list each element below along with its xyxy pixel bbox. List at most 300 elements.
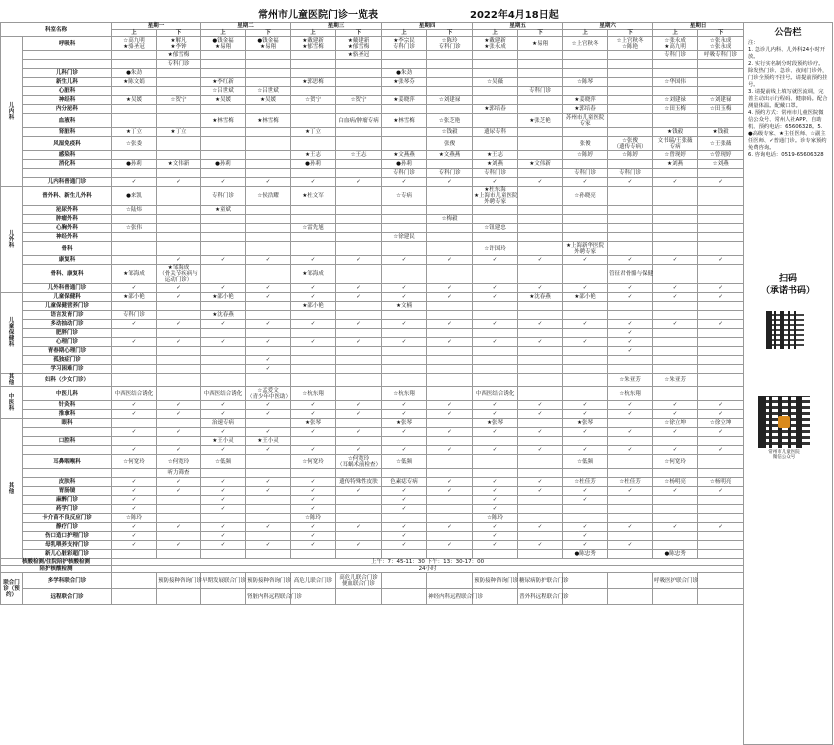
schedule-cell [563,387,608,401]
schedule-cell [427,419,473,428]
schedule-cell [563,233,608,242]
schedule-cell: ✓ [112,532,157,541]
schedule-cell [336,437,382,446]
schedule-cell [653,206,698,215]
schedule-cell: ✓ [518,478,563,487]
schedule-cell [698,224,744,233]
schedule-cell: ☆梅毅 [427,215,473,224]
schedule-cell [291,469,336,478]
schedule-cell [608,128,653,137]
schedule-cell: ☆吴薇 [473,78,518,87]
table-row [1,242,744,256]
schedule-cell [112,105,157,114]
schedule-cell [112,233,157,242]
schedule-cell [653,265,698,284]
schedule-cell [653,215,698,224]
schedule-cell: 文书瑞/王张薇 专病 [653,137,698,151]
schedule-cell: ✓ [608,320,653,329]
schedule-cell [382,215,427,224]
schedule-cell [473,206,518,215]
schedule-cell: ✓ [473,541,518,550]
schedule-cell [518,387,563,401]
schedule-cell [336,105,382,114]
schedule-cell: ☆徐建民 [382,233,427,242]
schedule-cell: ☆陈玲 [291,514,336,523]
schedule-cell [563,87,608,96]
schedule-cell [473,347,518,356]
schedule-cell: ★王小灵 [246,437,291,446]
dept-name: 神经科 [23,96,112,105]
schedule-cell [291,87,336,96]
schedule-cell: ☆田玉梅 [653,105,698,114]
schedule-cell [608,206,653,215]
schedule-cell [563,265,608,284]
schedule-cell: ✓ [473,293,518,302]
dept-name: 呼吸科 [23,37,112,51]
table-row [1,128,744,137]
schedule-cell: 专科门诊 [518,87,563,96]
schedule-cell [246,532,291,541]
schedule-cell: ✓ [518,410,563,419]
schedule-cell [112,419,157,428]
schedule-cell: ✓ [382,256,427,265]
schedule-cell: ✓ [336,178,382,187]
schedule-cell [246,302,291,311]
schedule-cell: ✓ [201,523,246,532]
schedule-cell: ☆杭东翔 [291,387,336,401]
schedule-cell [473,437,518,446]
schedule-cell [201,137,246,151]
schedule-cell: ●陈忠秀 [563,550,608,559]
schedule-cell: ✓ [382,284,427,293]
dept-name [23,60,112,69]
schedule-cell: 专科门诊 [427,169,473,178]
schedule-cell [518,69,563,78]
schedule-cell: ✓ [336,410,382,419]
schedule-cell [518,311,563,320]
schedule-cell: ☆杭东翔 [608,387,653,401]
schedule-cell [473,60,518,69]
schedule-cell: ✓ [518,320,563,329]
schedule-cell: ☆张芝艳 [427,114,473,128]
schedule-cell [427,347,473,356]
schedule-cell [157,419,201,428]
schedule-cell [382,589,427,605]
schedule-cell: ★钱毅 [653,128,698,137]
schedule-cell: ●孙莉 [291,160,336,169]
schedule-cell [427,532,473,541]
schedule-cell: ☆吕世斌 [201,87,246,96]
schedule-cell [653,233,698,242]
dept-name: 儿内科普通门诊 [23,178,112,187]
table-row [1,206,744,215]
schedule-cell [382,60,427,69]
table-row [1,514,744,523]
schedule-cell [112,60,157,69]
schedule-cell [473,469,518,478]
schedule-cell [291,437,336,446]
schedule-cell: ✓ [427,428,473,437]
schedule-cell: ✓ [427,178,473,187]
schedule-cell [653,60,698,69]
schedule-cell: ✓ [246,293,291,302]
table-row [1,550,744,559]
schedule-cell [246,242,291,256]
schedule-cell: ☆低频 [563,455,608,469]
schedule-cell: 白血病/肿瘤专病 [336,114,382,128]
schedule-cell [246,550,291,559]
schedule-cell: ✓ [157,410,201,419]
schedule-cell [518,51,563,60]
schedule-cell [201,347,246,356]
schedule-cell: ★丁立 [291,128,336,137]
schedule-cell [563,356,608,365]
schedule-cell: ✓ [473,338,518,347]
schedule-cell: ●钱金福 ★易翔 [246,37,291,51]
schedule-cell [157,78,201,87]
schedule-cell [427,374,473,387]
schedule-cell: ✓ [382,178,427,187]
schedule-cell [698,311,744,320]
table-row [1,523,744,532]
schedule-cell: ✓ [157,523,201,532]
schedule-cell: ✓ [698,401,744,410]
group-pediatrics: 儿 内 科 [1,37,23,187]
schedule-cell: ✓ [518,256,563,265]
schedule-cell [608,60,653,69]
schedule-cell [291,374,336,387]
schedule-cell [608,215,653,224]
schedule-cell [653,356,698,365]
table-row [1,105,744,114]
schedule-cell: ✓ [698,446,744,455]
schedule-cell: ✓ [112,428,157,437]
dept-name: 消化科 [23,160,112,169]
schedule-cell: ✓ [608,293,653,302]
table-row [1,311,744,320]
schedule-cell: ●朱劲 [382,69,427,78]
schedule-cell [427,356,473,365]
schedule-cell [427,365,473,374]
notice-title: 公告栏 [774,28,802,38]
schedule-cell [246,265,291,284]
schedule-cell [518,496,563,505]
schedule-cell [608,419,653,428]
schedule-cell [563,60,608,69]
schedule-cell [112,169,157,178]
dept-name: 语言发育门诊 [23,311,112,320]
dept-name: 血液科 [23,114,112,128]
notice-notes [744,38,832,161]
schedule-cell [518,151,563,160]
schedule-cell [157,302,201,311]
schedule-cell: ✓ [291,410,336,419]
schedule-cell [246,105,291,114]
schedule-cell: ✓ [563,320,608,329]
schedule-cell [563,514,608,523]
schedule-cell: 早期发展联合门诊 [201,573,246,589]
schedule-cell [336,215,382,224]
schedule-cell [518,419,563,428]
schedule-cell: ☆曾现婷 [698,151,744,160]
schedule-cell: ✓ [427,293,473,302]
schedule-cell [653,87,698,96]
schedule-cell: ✓ [698,428,744,437]
schedule-cell: ✓ [157,541,201,550]
schedule-cell: ★解凡 ★李钟 [157,37,201,51]
schedule-cell: ✓ [246,356,291,365]
schedule-cell [608,242,653,256]
table-row [1,374,744,387]
schedule-cell [336,532,382,541]
schedule-cell [291,60,336,69]
schedule-cell [427,329,473,338]
schedule-cell [246,206,291,215]
schedule-cell: ★李宗民 专科门诊 [382,37,427,51]
schedule-cell [336,187,382,206]
schedule-cell [518,242,563,256]
joint-mdt: 多学科联合门诊 [23,573,112,589]
schedule-cell [518,105,563,114]
dept-name: 针灸科 [23,401,112,410]
schedule-cell [157,387,201,401]
schedule-cell [698,338,744,347]
schedule-cell [246,469,291,478]
table-row [1,455,744,469]
schedule-cell [112,242,157,256]
schedule-cell: 色素痣专病 [382,478,427,487]
schedule-cell [336,233,382,242]
table-row [1,284,744,293]
schedule-cell: ★郭培春 [473,105,518,114]
schedule-cell: 遗尿专科 [473,128,518,137]
schedule-cell [336,137,382,151]
schedule-cell: ✓ [201,338,246,347]
table-row [1,446,744,455]
schedule-cell: ✓ [291,320,336,329]
schedule-cell: ✓ [473,410,518,419]
schedule-cell: ✓ [112,178,157,187]
table-row [1,496,744,505]
schedule-cell: ✓ [427,410,473,419]
schedule-cell: 苏州市儿童医院 专家 [563,114,608,128]
schedule-cell: ✓ [336,293,382,302]
schedule-cell: ✓ [563,410,608,419]
schedule-cell [698,455,744,469]
schedule-cell: ★杜文军 [291,187,336,206]
table-row [1,487,744,496]
am-header: 上 [563,30,608,37]
schedule-cell [653,302,698,311]
schedule-cell [427,78,473,87]
schedule-cell [473,51,518,60]
schedule-cell: ✓ [698,293,744,302]
schedule-cell [698,514,744,523]
schedule-cell: ★姜晓萍 [563,96,608,105]
schedule-cell: ✓ [336,541,382,550]
schedule-cell: ✓ [246,338,291,347]
schedule-cell [382,365,427,374]
schedule-cell: ✓ [157,284,201,293]
table-row [1,302,744,311]
schedule-cell [473,137,518,151]
schedule-cell [336,505,382,514]
schedule-cell: ☆陈琴 [563,78,608,87]
schedule-cell [246,215,291,224]
schedule-cell [246,347,291,356]
dept-name: 新儿心脏彩超门诊 [23,550,112,559]
schedule-cell [246,233,291,242]
schedule-cell: ✓ [382,293,427,302]
schedule-cell: ☆孟爱文 （青少年中医助） [247,387,292,400]
schedule-cell: 中西医结合诱化 [473,387,518,401]
dept-name: 眼科 [23,419,112,428]
schedule-cell: ☆张永成 ★高九明 [653,37,698,51]
schedule-cell [246,329,291,338]
schedule-cell [246,137,291,151]
schedule-cell: ★张芝艳 [518,114,563,128]
schedule-cell [563,329,608,338]
schedule-cell [653,496,698,505]
schedule-cell: ✓ [201,496,246,505]
pledge-qr-code[interactable] [766,311,804,349]
schedule-cell [473,215,518,224]
schedule-cell [653,242,698,256]
schedule-cell: ✓ [382,532,427,541]
schedule-cell [291,311,336,320]
schedule-cell [382,224,427,233]
dept-name: 皮肤科 [23,478,112,487]
hospital-logo-icon [778,416,790,428]
schedule-cell: 肾脏内科远程联合门诊 [246,589,291,605]
schedule-cell: ★戴建新 ★郁雪梅 [336,37,382,51]
notice-board [743,22,833,745]
schedule-cell [427,387,473,401]
schedule-cell [518,60,563,69]
schedule-cell [563,311,608,320]
wechat-qr-code[interactable] [758,396,810,448]
schedule-cell: ✓ [427,401,473,410]
schedule-cell [563,573,608,589]
am-header: 上 [653,30,698,37]
schedule-cell: ✓ [382,428,427,437]
schedule-cell: ☆华国伟 [653,78,698,87]
schedule-cell: ✓ [382,401,427,410]
schedule-cell: ★邹海成 [112,265,157,284]
schedule-cell [473,69,518,78]
dept-name: 药学门诊 [23,505,112,514]
schedule-cell [473,374,518,387]
schedule-cell: ★林雪梅 [201,114,246,128]
schedule-cell: ✓ [427,541,473,550]
schedule-cell: ☆徐立坤 [698,419,744,428]
schedule-cell [112,114,157,128]
schedule-cell: 专科门诊 [382,169,427,178]
schedule-cell [112,215,157,224]
schedule-cell: ✓ [427,478,473,487]
dept-name [23,51,112,60]
schedule-cell [382,105,427,114]
schedule-cell [608,302,653,311]
schedule-cell: ✓ [336,487,382,496]
schedule-cell [563,505,608,514]
dept-name: 孤独症门诊 [23,356,112,365]
schedule-cell [608,356,653,365]
schedule-cell: ☆刘建禄 [427,96,473,105]
schedule-cell: ✓ [608,541,653,550]
schedule-cell [563,215,608,224]
schedule-cell: ★邹海成 （骨关节疾病与 运动门诊） [157,265,201,284]
schedule-cell: 预防接种咨询门诊 [473,573,518,589]
schedule-cell: ✓ [291,541,336,550]
schedule-cell: ★吴媛 [201,96,246,105]
schedule-cell: ★沈春燕 [201,311,246,320]
schedule-cell [201,514,246,523]
schedule-cell [291,233,336,242]
schedule-cell [246,78,291,87]
schedule-cell [336,302,382,311]
schedule-cell: ★邵小艳 [291,302,336,311]
schedule-cell: ✓ [112,523,157,532]
schedule-cell: ✓ [427,523,473,532]
schedule-cell: ✓ [291,532,336,541]
schedule-cell [112,550,157,559]
schedule-cell: ✓ [698,284,744,293]
schedule-cell: ☆刘建禄 [653,96,698,105]
schedule-cell: ✓ [563,487,608,496]
schedule-cell [608,496,653,505]
schedule-cell [336,387,382,401]
schedule-cell: ★张琴芬 [382,78,427,87]
schedule-cell [653,329,698,338]
schedule-cell: ✓ [201,505,246,514]
schedule-cell: ✓ [608,347,653,356]
schedule-cell: 治速专病 [201,419,246,428]
schedule-cell: ✓ [291,446,336,455]
table-row [1,356,744,365]
schedule-cell [518,224,563,233]
schedule-cell [246,160,291,169]
table-row [1,401,744,410]
schedule-cell [157,169,201,178]
joint-row-1 [1,573,744,589]
schedule-cell [608,469,653,478]
header-bar [0,0,834,22]
schedule-cell [698,69,744,78]
schedule-cell: ✓ [518,338,563,347]
schedule-cell [473,87,518,96]
schedule-cell: ✓ [518,446,563,455]
schedule-cell [608,233,653,242]
schedule-cell: ☆张娄 [112,137,157,151]
schedule-cell: ☆陈婷 [608,151,653,160]
table-row [1,365,744,374]
dept-header: 科室名称 [1,23,112,37]
day-header: 星期三 [291,23,382,30]
table-row [1,224,744,233]
schedule-cell: ☆刘建禄 [698,96,744,105]
schedule-cell: ✓ [382,320,427,329]
schedule-cell: ★丁立 [157,128,201,137]
schedule-cell [653,187,698,206]
schedule-cell [112,87,157,96]
schedule-cell [473,356,518,365]
notice-line: 4. 预约方式：常州市儿童医院微信公众号、常州人社APP、自助机、预约电话：65606328。5. ●高级专家、★主任医师、☆副主任医师、✓普通门诊。诊专家预约免费咨询。 [748,110,827,151]
schedule-cell [112,347,157,356]
schedule-cell: ★童斌 [201,206,246,215]
schedule-cell: ☆朱亚芳 [653,374,698,387]
schedule-cell [518,233,563,242]
